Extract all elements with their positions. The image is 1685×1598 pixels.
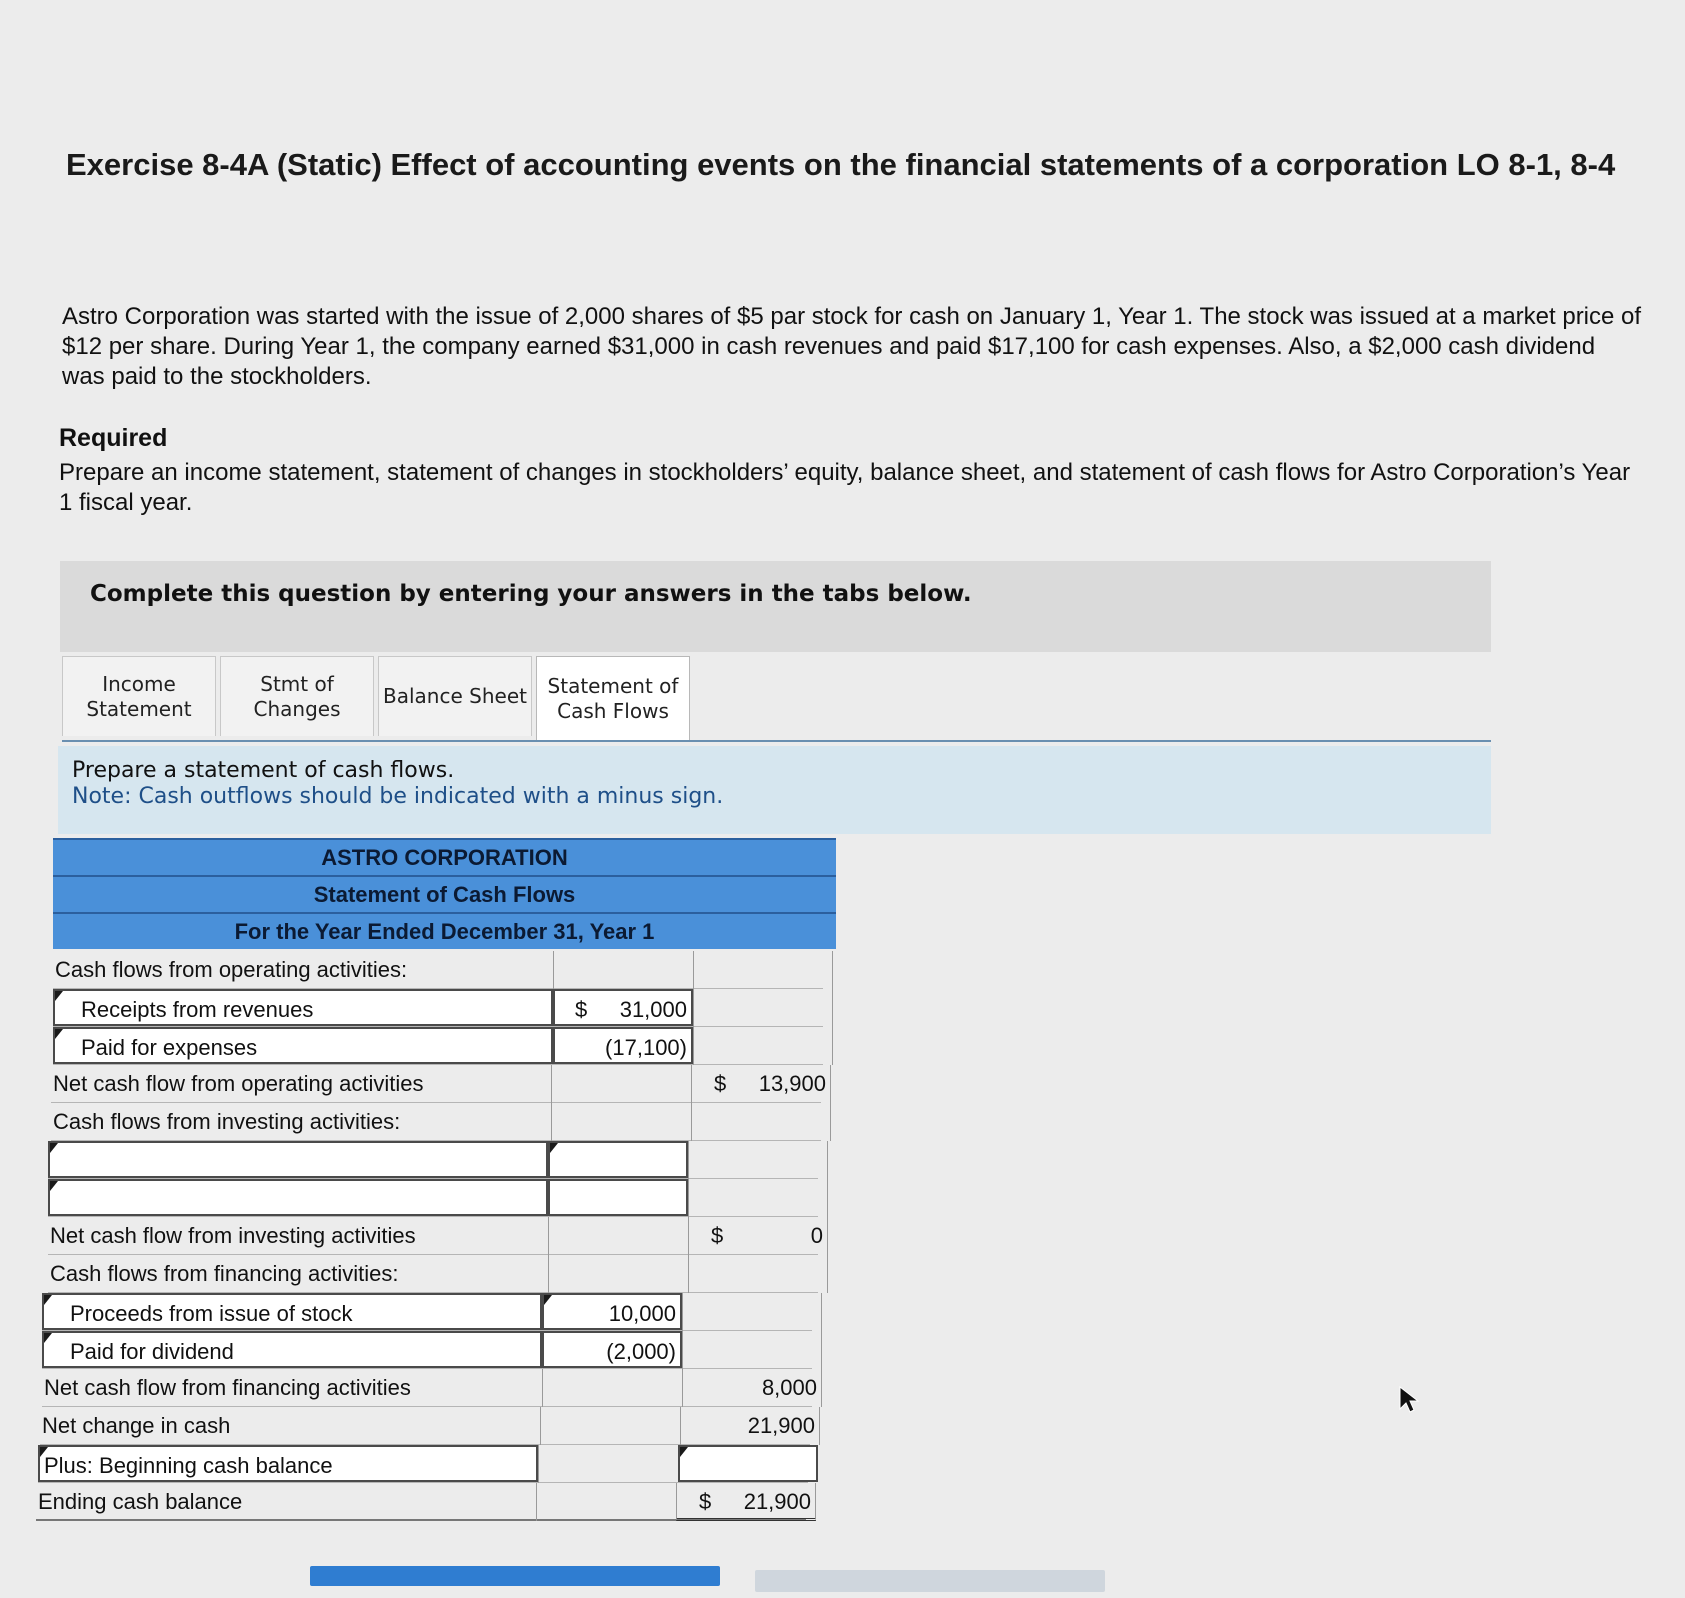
statement-name: Statement of Cash Flows	[53, 875, 836, 912]
row-dividend	[42, 1331, 812, 1369]
field-text: Paid for dividend	[70, 1338, 234, 1364]
tab-label-line2: Statement	[86, 696, 192, 721]
row-ending-cash	[36, 1483, 811, 1521]
receipts-label-field[interactable]	[53, 989, 553, 1026]
dropdown-indicator-icon	[44, 1333, 52, 1343]
tab-label-line1: Stmt of	[260, 671, 334, 696]
dividend-value-field[interactable]	[542, 1331, 682, 1368]
instruction-line: Prepare a statement of cash flows.	[72, 758, 455, 783]
field-text: Plus: Beginning cash balance	[44, 1452, 333, 1478]
row-investing-blank-1	[48, 1141, 818, 1179]
row-net-change	[40, 1407, 815, 1445]
row-investing-header	[51, 1103, 821, 1141]
total-value: 21,900	[747, 1412, 815, 1438]
tab-stmt-of-changes[interactable]	[220, 656, 374, 736]
field-value: (2,000)	[606, 1338, 676, 1364]
dropdown-indicator-icon	[680, 1447, 688, 1457]
dropdown-indicator-icon	[44, 1295, 52, 1305]
total-value: 13,900	[758, 1070, 826, 1096]
row-beginning-cash	[38, 1445, 808, 1483]
dropdown-indicator-icon	[50, 1181, 58, 1191]
dollar-sign: $	[714, 1070, 727, 1096]
row-label: Net cash flow from investing activities	[50, 1222, 416, 1248]
row-label: Cash flows from investing activities:	[53, 1108, 401, 1134]
net-operating-total	[691, 1065, 831, 1103]
row-label: Net change in cash	[42, 1412, 231, 1438]
field-value: 31,000	[619, 996, 687, 1022]
investing-value-field-2[interactable]	[548, 1179, 688, 1216]
net-change-total	[680, 1407, 820, 1445]
dropdown-indicator-icon	[55, 1029, 63, 1039]
total-value: 0	[810, 1222, 823, 1248]
exercise-title: Exercise 8-4A (Static) Effect of accounting events on the financial statements of a corporation LO 8-1, 8-4	[66, 147, 1616, 182]
tab-label-line1: Income	[102, 671, 176, 696]
tab-label-line2: Cash Flows	[557, 698, 669, 723]
receipts-value-field[interactable]	[553, 989, 693, 1026]
row-paid-expenses	[53, 1027, 823, 1065]
problem-text: Astro Corporation was started with the issue of 2,000 shares of $5 par stock for cash on January 1, Year 1. The stock was issued at a market price of $12 per share. During Year 1, the company earned $31,000 in cash revenues and paid $17,100 for cash expenses. Also, a $2,000 cash dividend was paid to the stockholders.	[62, 303, 1642, 390]
row-net-operating	[51, 1065, 826, 1103]
paid-expenses-label-field[interactable]	[53, 1027, 553, 1064]
required-text: Prepare an income statement, statement of changes in stockholders’ equity, balance sheet, and statement of cash flows for Astro Corporation’s Year 1 fiscal year.	[59, 459, 1631, 516]
paid-expenses-value-field[interactable]	[553, 1027, 693, 1064]
beginning-cash-value-field[interactable]	[678, 1445, 818, 1482]
total-value: 21,900	[743, 1488, 811, 1514]
tab-label-line2: Changes	[253, 696, 341, 721]
tab-divider	[62, 740, 1491, 742]
field-value: 10,000	[608, 1300, 676, 1326]
statement-period: For the Year Ended December 31, Year 1	[53, 912, 836, 949]
row-label: Net cash flow from financing activities	[44, 1374, 411, 1400]
mouse-cursor-icon	[1398, 1385, 1422, 1415]
row-label: Ending cash balance	[38, 1488, 243, 1514]
tab-label-line1: Balance Sheet	[383, 684, 527, 708]
dividend-label-field[interactable]	[42, 1331, 542, 1368]
investing-label-field-1[interactable]	[48, 1141, 548, 1178]
tab-label-line1: Statement of	[547, 673, 679, 698]
dropdown-indicator-icon	[50, 1143, 58, 1153]
row-operating-header	[53, 951, 823, 989]
prev-tab-button[interactable]	[310, 1566, 720, 1586]
dropdown-indicator-icon	[550, 1143, 558, 1153]
row-investing-blank-2	[48, 1179, 818, 1217]
field-text: Receipts from revenues	[81, 996, 314, 1022]
total-value: 8,000	[761, 1374, 817, 1400]
row-label: Cash flows from financing activities:	[50, 1260, 399, 1286]
instruction-box	[58, 746, 1491, 834]
ending-cash-total	[676, 1483, 816, 1521]
row-label: Net cash flow from operating activities	[53, 1070, 424, 1096]
proceeds-value-field[interactable]	[542, 1293, 682, 1330]
statement-company: ASTRO CORPORATION	[53, 838, 836, 875]
dollar-sign: $	[711, 1222, 724, 1248]
required-heading: Required	[59, 424, 168, 452]
next-tab-button[interactable]	[755, 1570, 1105, 1592]
net-investing-total	[688, 1217, 828, 1255]
complete-instruction: Complete this question by entering your answers in the tabs below.	[90, 581, 972, 607]
dollar-sign: $	[575, 996, 588, 1022]
tab-income-statement[interactable]	[62, 656, 216, 736]
field-value: (17,100)	[605, 1034, 687, 1060]
row-financing-header	[48, 1255, 818, 1293]
investing-value-field-1[interactable]	[548, 1141, 688, 1178]
investing-label-field-2[interactable]	[48, 1179, 548, 1216]
field-text: Proceeds from issue of stock	[70, 1300, 353, 1326]
dollar-sign: $	[699, 1488, 712, 1514]
tab-statement-of-cash-flows[interactable]	[536, 656, 690, 740]
beginning-cash-label-field[interactable]	[38, 1445, 538, 1482]
proceeds-label-field[interactable]	[42, 1293, 542, 1330]
instruction-note: Note: Cash outflows should be indicated with a minus sign.	[72, 784, 724, 809]
row-net-financing	[42, 1369, 817, 1407]
dropdown-indicator-icon	[544, 1295, 552, 1305]
net-financing-total	[682, 1369, 822, 1407]
tab-balance-sheet[interactable]	[378, 656, 532, 736]
dropdown-indicator-icon	[55, 991, 63, 1001]
field-text: Paid for expenses	[81, 1034, 258, 1060]
row-receipts	[53, 989, 823, 1027]
row-label: Cash flows from operating activities:	[55, 956, 408, 982]
row-net-investing	[48, 1217, 823, 1255]
row-proceeds	[42, 1293, 812, 1331]
instruction-banner	[60, 561, 1491, 652]
